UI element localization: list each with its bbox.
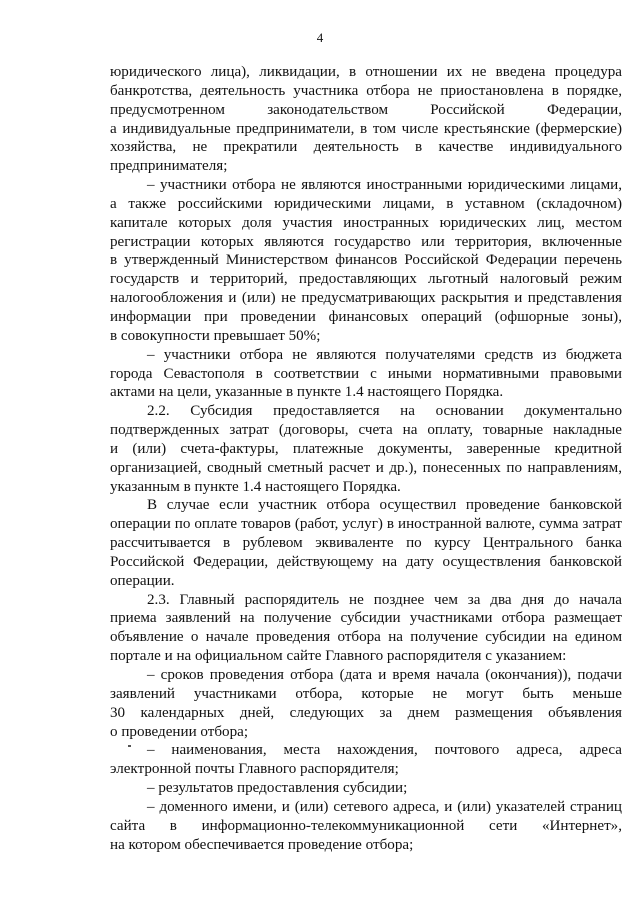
text-line: и (или) счета-фактуры, платежные документы, заверенные кредитной [110,440,622,457]
text-line: – участники отбора не являются иностранными юридическими лицами, [147,177,622,194]
page-number: 4 [316,30,324,45]
text-line: В случае если участник отбора осуществил проведение банковской [147,497,622,514]
text-line: в утвержденный Министерством финансов Российской Федерации перечень [110,252,622,269]
text-line: банкротства, деятельность участника отбора не приостановлена в порядке, [110,82,622,99]
text-line: операции. [110,572,175,589]
text-line: организацией, сводный сметный расчет и др.), понесенных по направлениям, [110,459,622,476]
text-line: а также российскими юридическими лицами, в уставном (складочном) [110,195,622,212]
text-line: государств и территорий, предоставляющих льготный налоговый режим [110,271,622,288]
text-line: налогообложения и (или) не предусматривающих раскрытия и представления [110,290,622,307]
text-line: – результатов предоставления субсидии; [147,780,408,797]
text-line: подтвержденных затрат (договоры, счета на оплату, товарные накладные [110,422,622,439]
text-line: объявление о начале проведения отбора на получение субсидии на едином [110,629,622,646]
text-line: 2.3. Главный распорядитель не позднее чем за два дня до начала [147,591,622,608]
text-line: 2.2. Субсидия предоставляется на основании документально [147,403,622,420]
document-body [110,63,622,854]
text-line: предусмотренном законодательством Российской Федерации, [110,101,622,118]
text-line: операции по оплате товаров (работ, услуг) в иностранной валюте, сумма затрат [110,516,622,533]
text-line: юридического лица), ликвидации, в отношении их не введена процедура [110,64,622,80]
text-line: заявлений участниками отбора, которые не могут быть меньше [110,685,622,702]
text-line: хозяйства, не прекратили деятельность в качестве индивидуального [110,139,622,156]
text-line: информации при проведении финансовых операций (офшорные зоны), [110,308,622,325]
text-line: Российской Федерации, действующему на дату осуществления банковской [110,553,622,570]
text-line: а индивидуальные предприниматели, в том числе крестьянские (фермерские) [110,120,622,137]
text-line: капитале которых доля участия иностранных юридических лиц, местом [110,214,622,231]
text-line: города Севастополя в соответствии с иными нормативными правовыми [110,365,622,382]
text-line: – наименования, места нахождения, почтового адреса, адреса [147,742,622,759]
text-line: рассчитывается в рублевом эквиваленте по курсу Центрального банка [110,535,622,552]
text-line: предпринимателя; [110,158,228,175]
text-line: на котором обеспечивается проведение отбора; [110,836,414,853]
text-line: о проведении отбора; [110,723,249,740]
text-line: – доменного имени, и (или) сетевого адреса, и (или) указателей страниц [147,798,622,815]
text-line: указанным в пункте 1.4 настоящего Порядка. [110,478,401,495]
text-line: портале и на официальном сайте Главного распорядителя с указанием: [110,648,567,665]
text-line: сайта в информационно-телекоммуникационной сети «Интернет», [110,817,622,834]
text-line: – участники отбора не являются получателями средств из бюджета [147,346,622,363]
text-line: в совокупности превышает 50%; [110,327,321,344]
text-line: 30 календарных дней, следующих за днем размещения объявления [110,704,622,721]
text-line: актами на цели, указанные в пункте 1.4 настоящего Порядка. [110,384,504,401]
text-line: регистрации которых являются государство или территория, включенные [110,233,622,250]
text-line: приема заявлений на получение субсидии участниками отбора размещает [110,610,622,627]
scan-artifact [128,745,131,747]
text-line: электронной почты Главного распорядителя; [110,761,399,778]
text-line: – сроков проведения отбора (дата и время начала (окончания)), подачи [147,667,622,683]
